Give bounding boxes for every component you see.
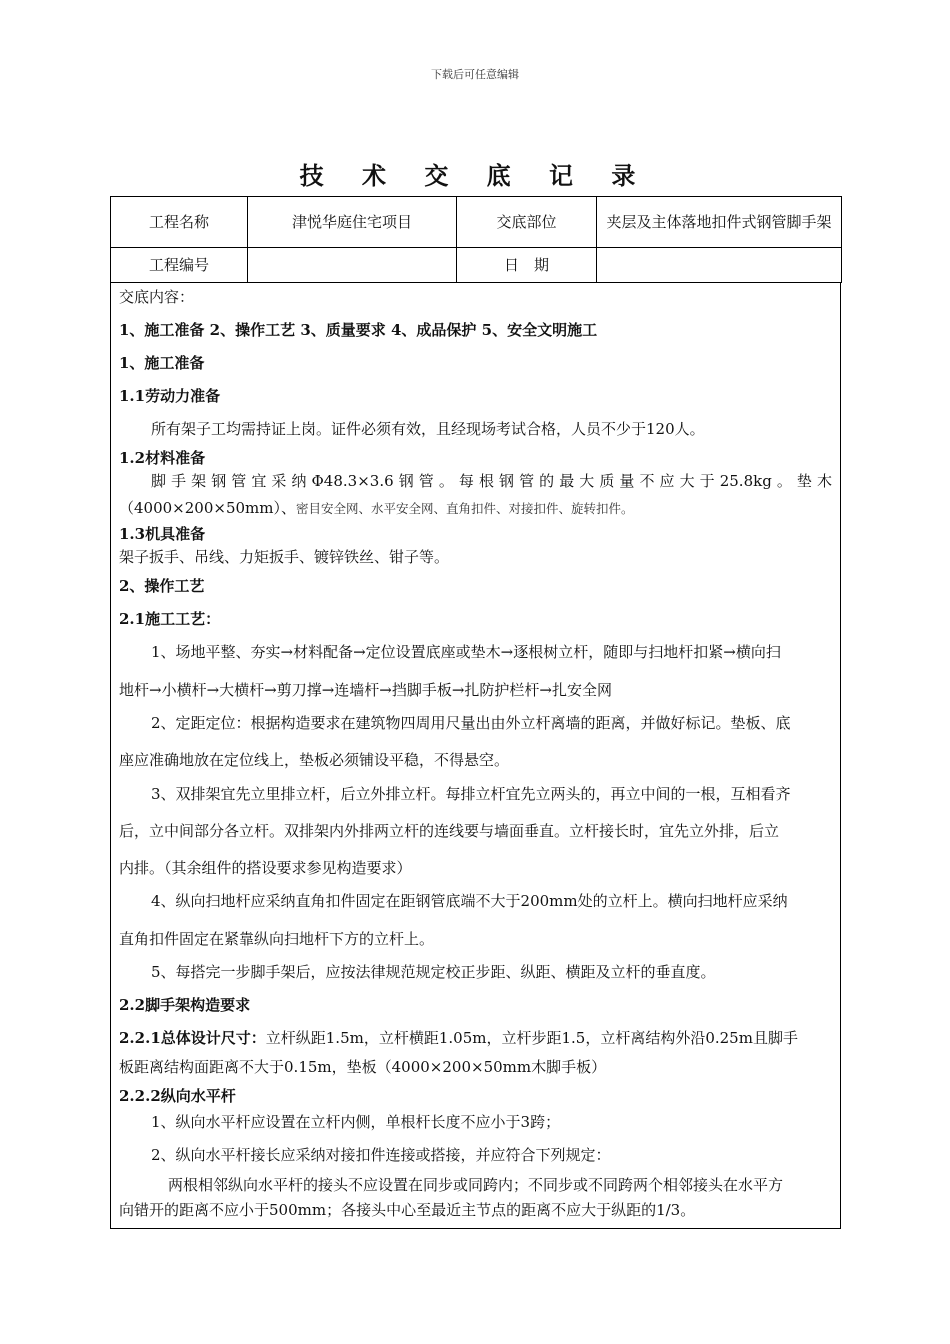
crossbar-rule-3-line-a: 两根相邻纵向水平杆的接头不应设置在同步或同跨内；不同步或不同跨两个相邻接头在水平方 [168, 1176, 784, 1194]
para-2-line-b: 座应准确地放在定位线上，垫板必须铺设平稳，不得悬空。 [119, 751, 510, 769]
project-no-value [248, 248, 457, 283]
para-3-line-c: 内排。（其余组件的搭设要求参见构造要求） [119, 859, 412, 877]
content-outline: 1、施工准备 2、操作工艺 3、质量要求 4、成品保护 5、安全文明施工 [119, 321, 598, 339]
section-2-2-1-text-a: 立杆纵距1.5m，立杆横距1.05m，立杆步距1.5，立杆离结构外沿0.25m且脚手 [265, 1029, 798, 1047]
section-2-2-1-line-a [119, 1027, 832, 1048]
para-2-line-a: 2、定距定位：根据构造要求在建筑物四周用尺量出由外立杆离墙的距离，并做好标记。垫板、底 [151, 714, 791, 732]
section-2-heading: 2、操作工艺 [119, 577, 205, 595]
date-label: 日 期 [457, 248, 597, 283]
crossbar-rule-3-line-b: 向错开的距离不应小于500mm；各接头中心至最近主节点的距离不应大于纵距的1/3。 [119, 1201, 696, 1219]
section-1-1-heading: 1.1劳动力准备 [119, 387, 221, 405]
info-row-project [111, 197, 842, 248]
para-3-line-a: 3、双排架宜先立里排立杆，后立外排立杆。每排立杆宜先立两头的，再立中间的一根，互相看齐 [151, 785, 791, 803]
para-4-line-b: 直角扣件固定在紧靠纵向扫地杆下方的立杆上。 [119, 930, 435, 948]
section-2-2-1-line-b: 板距离结构面距离不大于0.15m，垫板（4000×200×50mm木脚手板） [119, 1058, 607, 1076]
section-1-2-text-c: 密目安全网、水平安全网、直角扣件、对接扣件、旋转扣件。 [295, 501, 634, 516]
part-label: 交底部位 [457, 197, 597, 248]
section-1-3-heading: 1.3机具准备 [119, 525, 206, 543]
para-1-line-b: 地杆→小横杆→大横杆→剪刀撑→连墙杆→挡脚手板→扎防护栏杆→扎安全网 [119, 681, 612, 699]
crossbar-rule-1: 1、纵向水平杆应设置在立杆内侧，单根杆长度不应小于3跨； [151, 1113, 561, 1131]
crossbar-rule-2: 2、纵向水平杆接长应采纳对接扣件连接或搭接，并应符合下列规定： [151, 1146, 611, 1164]
info-table [110, 196, 842, 283]
project-name-value: 津悦华庭住宅项目 [248, 197, 457, 248]
section-1-1-text: 所有架子工均需持证上岗。证件必须有效，且经现场考试合格，人员不少于120人。 [151, 420, 705, 438]
header-note: 下载后可任意编辑 [431, 68, 519, 81]
section-2-2-2-heading: 2.2.2纵向水平杆 [119, 1087, 236, 1105]
section-1-2-text-b1: （4000×200×50mm）、 [119, 499, 296, 517]
section-1-heading: 1、施工准备 [119, 354, 205, 372]
content-box [110, 282, 841, 1229]
date-value [597, 248, 842, 283]
part-value: 夹层及主体落地扣件式钢管脚手架 [597, 197, 842, 248]
info-row-number [111, 248, 842, 283]
project-no-label: 工程编号 [111, 248, 248, 283]
content-intro: 交底内容： [119, 288, 195, 306]
section-2-2-1-label: 2.2.1总体设计尺寸： [119, 1029, 266, 1047]
para-3-line-b: 后，立中间部分各立杆。双排架内外排两立杆的连线要与墙面垂直。立杆接长时，宜先立外排，后立 [119, 822, 780, 840]
section-1-2-heading: 1.2材料准备 [119, 449, 206, 467]
para-5: 5、每搭完一步脚手架后，应按法律规范规定校正步距、纵距、横距及立杆的垂直度。 [151, 963, 716, 981]
document-title: 技 术 交 底 记 录 [299, 162, 651, 190]
section-1-3-text: 架子扳手、吊线、力矩扳手、镀锌铁丝、钳子等。 [119, 548, 450, 566]
section-2-1-heading: 2.1施工工艺： [119, 610, 221, 628]
section-2-2-heading: 2.2脚手架构造要求 [119, 996, 251, 1014]
section-1-2-text-a: 脚手架钢管宜采纳Φ48.3×3.6钢管。每根钢管的最大质量不应大于25.8kg。垫木 [151, 472, 832, 490]
para-1-line-a: 1、场地平整、夯实→材料配备→定位设置底座或垫木→逐根树立杆，随即与扫地杆扣紧→横向扫 [151, 643, 781, 661]
para-4-line-a: 4、纵向扫地杆应采纳直角扣件固定在距钢管底端不大于200mm处的立杆上。横向扫地杆应采纳 [151, 892, 788, 910]
project-name-label: 工程名称 [111, 197, 248, 248]
section-1-2-text-b [119, 497, 832, 518]
